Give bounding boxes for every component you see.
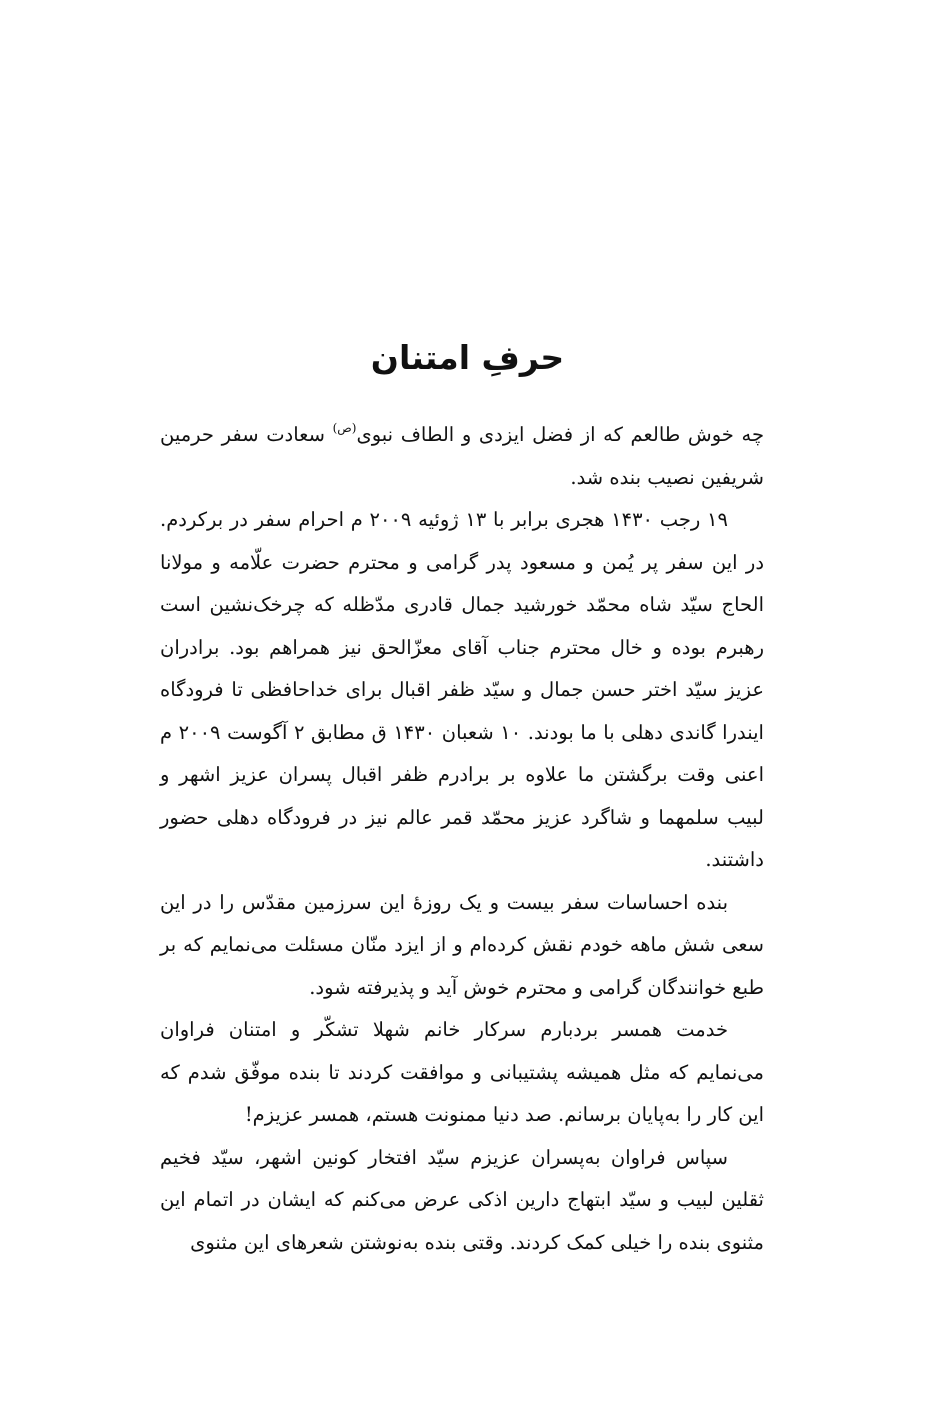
paragraph: خدمت همسر بردبارم سرکار خانم شهلا تشکّر و امتنان فراوان می‌نمایم که مثل همیشه پشتیبانی و موافقت کردند تا بنده موفّق شدم که این کار را به‌پایان برسانم. صد دنیا ممنونت هستم، همسر عزیزم! xyxy=(160,1018,764,1126)
paragraph xyxy=(160,414,764,499)
paragraph-text: چه خوش طالعم که از فضل ایزدی و الطاف نبوی xyxy=(356,423,764,446)
paragraph: ۱۹ رجب ۱۴۳۰ هجری برابر با ۱۳ ژوئیه ۲۰۰۹ م احرام سفر در برکردم. در این سفر پر یُمن و مسعود پدر گرامی و محترم حضرت علّامه و مولانا الحاج سیّد شاه محمّد خورشید جمال قادری مدّظله که چرخک‌نشین است رهبرم بوده و خال محترم جناب آقای معزّالحق نیز همراهم بود. برادران عزیز سیّد اختر حسن جمال و سیّد ظفر اقبال برای خداحافظی تا فرودگاه ایندرا گاندی دهلی با ما بودند. ۱۰ شعبان ۱۴۳۰ ق مطابق ۲ آگوست ۲۰۰۹ م اعنی وقت برگشتن ما علاوه بر برادرم ظفر اقبال پسران عزیز اشهر و لبیب سلمهما و شاگرد عزیز محمّد قمر عالم نیز در فرودگاه دهلی حضور داشتند. xyxy=(160,508,764,871)
body-text xyxy=(160,414,764,1264)
paragraph: سپاس فراوان به‌پسران عزیزم سیّد افتخار کونین اشهر، سیّد فخیم ثقلین لبیب و سیّد ابتهاج دارین اذکی عرض می‌کنم که ایشان در اتمام این مثنوی بنده را خیلی کمک کردند. وقتی بنده به‌نوشتن شعرهای این مثنوی xyxy=(160,1145,764,1254)
honorific-superscript: (ص) xyxy=(332,421,357,435)
paragraph-text: سعادت سفر حرمین شریفین نصیب بنده شد. xyxy=(160,423,764,489)
page-title: حرفِ امتنان xyxy=(370,338,565,377)
paragraph: بنده احساسات سفر بیست و یک روزۀ این سرزمین مقدّس را در این سعی شش ماهه خودم نقش کرده‌ام و از ایزد منّان مسئلت می‌نمایم که بر طبع خوانندگان گرامی و محترم خوش آید و پذیرفته شود. xyxy=(160,890,764,999)
